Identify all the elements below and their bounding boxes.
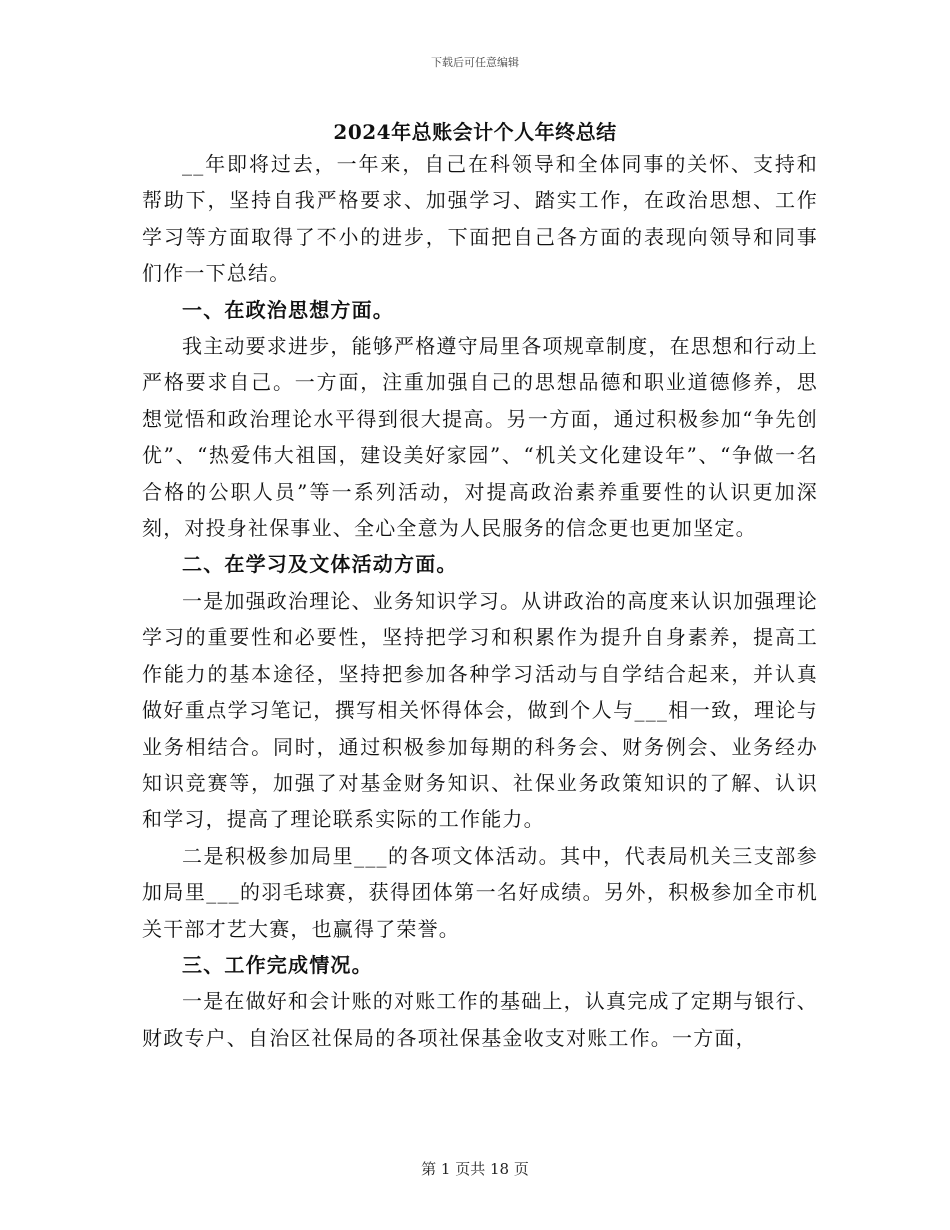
document-title: 2024年总账会计个人年终总结 — [333, 120, 617, 144]
page-header-note: 下载后可任意编辑 — [431, 56, 519, 69]
section-2-paragraph-2: 二是积极参加局里___的各项文体活动。其中，代表局机关三支部参加局里___的羽毛球赛，获得团体第一名好成绩。另外，积极参加全市机关干部才艺大赛，也赢得了荣誉。 — [142, 843, 818, 941]
section-3-heading: 三、工作完成情况。 — [182, 952, 373, 977]
intro-paragraph: __年即将过去，一年来，自己在科领导和全体同事的关怀、支持和帮助下，坚持自我严格要求、加强学习、踏实工作，在政治思想、工作学习等方面取得了不小的进步，下面把自己各方面的表现向领导和同事们作一下总结。 — [142, 152, 818, 286]
section-3-paragraph-1: 一是在做好和会计账的对账工作的基础上，认真完成了定期与银行、财政专户、自治区社保局的各项社保基金收支对账工作。一方面， — [142, 989, 818, 1050]
document-body — [142, 146, 818, 1056]
section-1-heading: 一、在政治思想方面。 — [182, 297, 394, 322]
section-1-paragraph-1: 我主动要求进步，能够严格遵守局里各项规章制度，在思想和行动上严格要求自己。一方面，注重加强自己的思想品德和职业道德修养，思想觉悟和政治理论水平得到很大提高。另一方面，通过积极参加“争先创优”、“热爱伟大祖国，建设美好家园”、“机关文化建设年”、“争做一名合格的公职人员”等一系列活动，对提高政治素养重要性的认识更加深刻，对投身社保事业、全心全意为人民服务的信念更也更加坚定。 — [142, 334, 818, 541]
page-number-footer: 第 1 页共 18 页 — [421, 1160, 529, 1178]
section-2-paragraph-1: 一是加强政治理论、业务知识学习。从讲政治的高度来认识加强理论学习的重要性和必要性，坚持把学习和积累作为提升自身素养，提高工作能力的基本途径，坚持把参加各种学习活动与自学结合起来，并认真做好重点学习笔记，撰写相关怀得体会，做到个人与___相一致，理论与业务相结合。同时，通过积极参加每期的科务会、财务例会、业务经办知识竞赛等，加强了对基金财务知识、社保业务政策知识的了解、认识和学习，提高了理论联系实际的工作能力。 — [142, 588, 818, 832]
section-2-heading: 二、在学习及文体活动方面。 — [182, 552, 458, 577]
